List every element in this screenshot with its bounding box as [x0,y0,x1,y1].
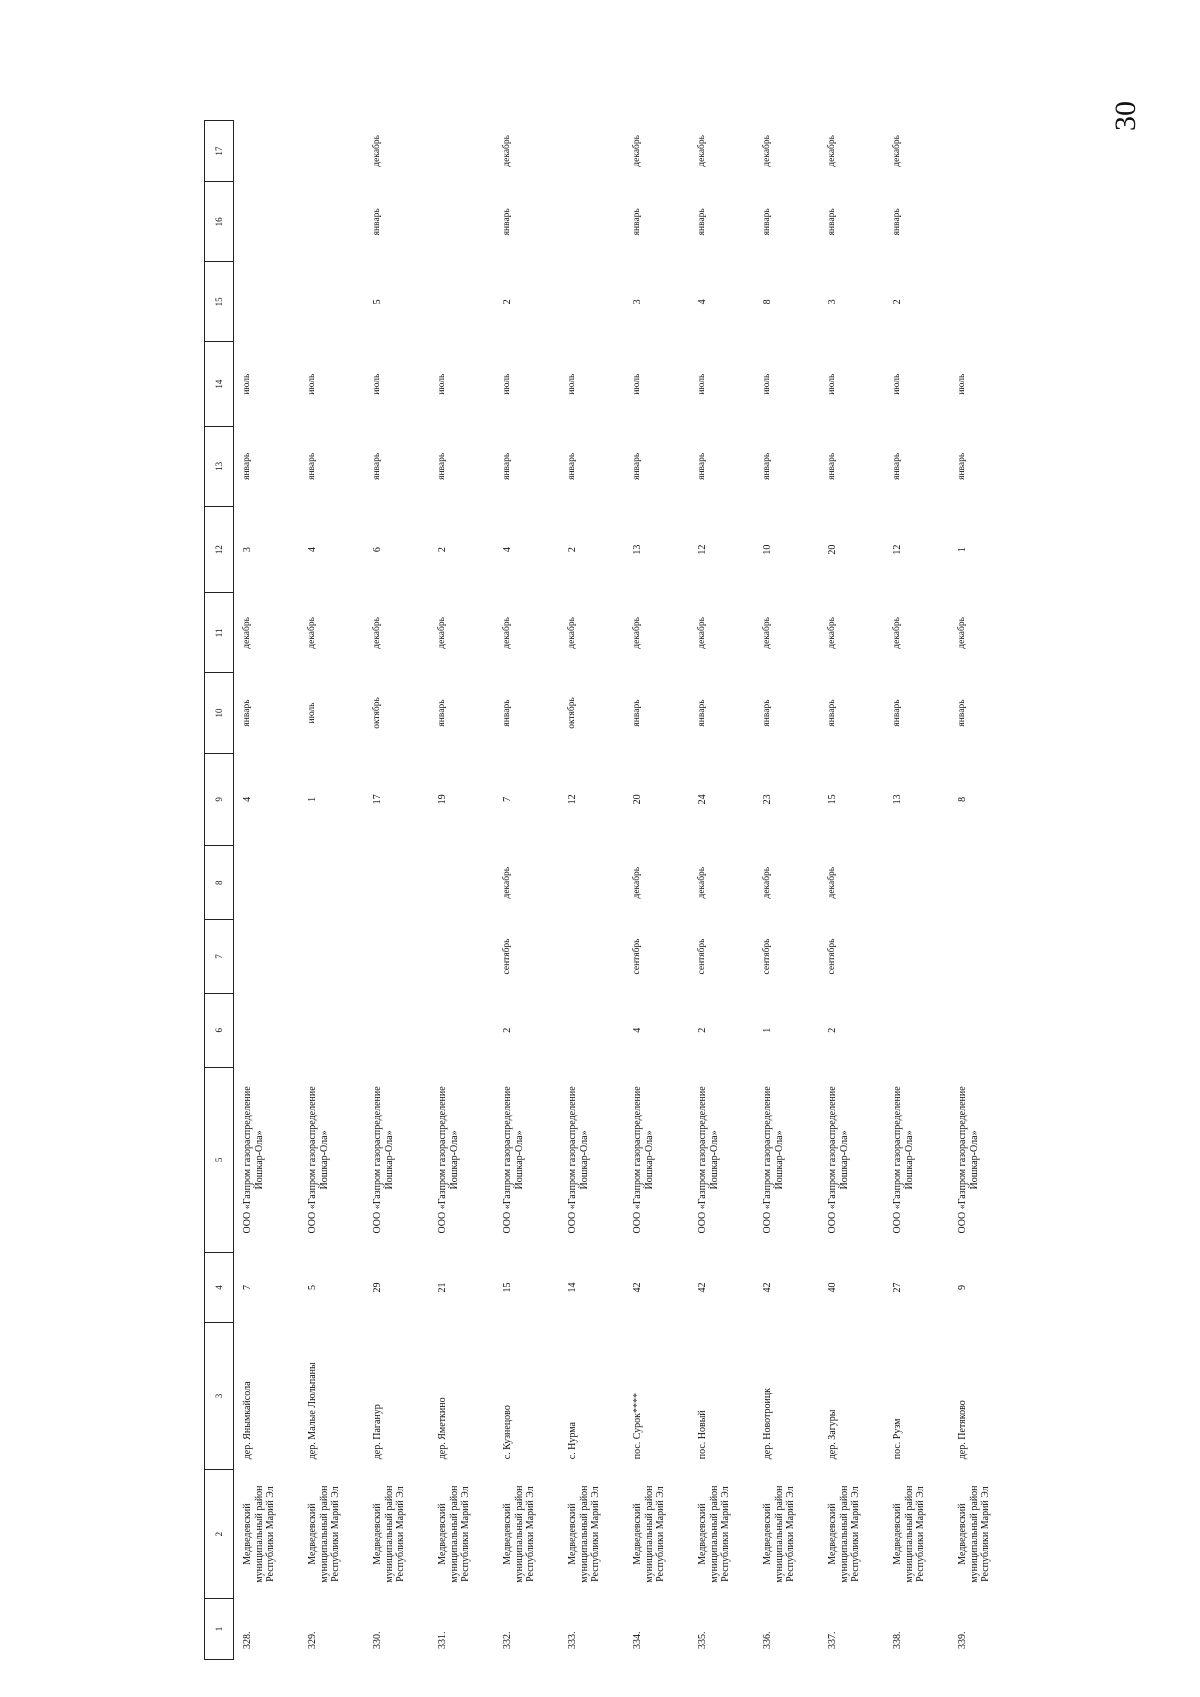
table-cell-col-5: ООО «Газпром газораспределение Йошкар-Ола» [632,1086,655,1234]
table-cell-col-2: Медведевский муниципальный район Республики Марий Эл [632,1485,666,1583]
table-cell-col-13: январь [307,452,317,480]
table-cell-col-1: 333. [567,1631,578,1649]
table-cell-col-4: 15 [502,1282,513,1293]
table-cell-col-6 [429,993,494,1067]
table-cell-col-17 [234,121,300,182]
table-cell-col-12: 1 [957,547,968,553]
table-cell-col-9: 17 [372,794,383,805]
table-cell-col-14: июль [632,373,642,395]
table-body [234,121,1015,1660]
table-cell-col-11: декабрь [242,617,252,649]
table-row [234,121,300,1660]
table-cell-col-2: Медведевский муниципальный район Республики Марий Эл [567,1485,601,1583]
table-cell-col-11: декабрь [697,617,707,649]
table-cell-col-11: декабрь [372,617,382,649]
table-cell-col-6 [299,993,364,1067]
table-cell-col-5: ООО «Газпром газораспределение Йошкар-Ола» [957,1086,980,1234]
header-row [205,121,234,1660]
table-cell-col-4: 29 [372,1282,383,1293]
table-cell-col-17: декабрь [827,135,837,167]
table-cell-col-6: 2 [697,1027,708,1033]
table-cell-col-3: с. Нурма [567,1422,578,1460]
table-cell-col-1: 335. [697,1631,708,1649]
table-cell-col-6 [234,993,300,1067]
table-cell-col-2: Медведевский муниципальный район Республики Марий Эл [697,1485,731,1583]
table-cell-col-17 [299,121,364,182]
table-cell-col-3: с. Кузнецово [502,1405,513,1460]
table-cell-col-3: дер. Пагануp [372,1404,383,1460]
table-cell-col-1: 330. [372,1631,383,1649]
column-header-5: 5 [205,1067,234,1253]
table-cell-col-2: Медведевский муниципальный район Республики Марий Эл [827,1485,861,1583]
table-cell-col-7 [949,920,1014,994]
table-cell-col-10: октябрь [567,697,577,729]
table-cell-col-17: декабрь [892,135,902,167]
table-cell-col-10: январь [437,699,447,727]
table-cell-col-7 [299,920,364,994]
table-cell-col-9: 24 [697,794,708,805]
table-cell-col-2: Медведевский муниципальный район Республики Марий Эл [957,1485,991,1583]
table-cell-col-2: Медведевский муниципальный район Республики Марий Эл [892,1485,926,1583]
table-cell-col-4: 5 [307,1284,318,1290]
table-cell-col-3: пос. Сурок**** [632,1392,643,1460]
column-header-17: 17 [205,121,234,182]
table-cell-col-11: декабрь [437,617,447,649]
table-cell-col-15 [234,262,300,342]
table-row [754,121,819,1660]
table-cell-col-15: 3 [632,299,643,305]
table-cell-col-13: январь [502,452,512,480]
table-cell-col-5: ООО «Газпром газораспределение Йошкар-Ола» [892,1086,915,1234]
table-cell-col-9: 20 [632,794,643,805]
table-cell-col-13: январь [437,452,447,480]
table-cell-col-13: январь [892,452,902,480]
table-cell-col-15 [299,262,364,342]
table-cell-col-15 [949,262,1014,342]
table-cell-col-1: 339. [957,1631,968,1649]
table-cell-col-14: июль [762,373,772,395]
table-row [949,121,1014,1660]
table-cell-col-6: 1 [762,1027,773,1033]
table-cell-col-15: 3 [827,299,838,305]
column-header-12: 12 [205,506,234,592]
table-cell-col-9: 15 [827,794,838,805]
column-header-16: 16 [205,182,234,262]
column-header-10: 10 [205,673,234,753]
table-cell-col-1: 334. [632,1631,643,1649]
table-cell-col-8 [299,846,364,920]
table-cell-col-1: 331. [437,1631,448,1649]
table-cell-col-3: пос. Новый [697,1410,708,1460]
table-row [494,121,559,1660]
table-cell-col-13: январь [567,452,577,480]
table-cell-col-2: Медведевский муниципальный район Республики Марий Эл [437,1485,471,1583]
table-cell-col-3: дер. Загуры [827,1409,838,1460]
table-cell-col-14: июль [372,373,382,395]
table-cell-col-16 [429,182,494,262]
table-cell-col-12: 20 [827,544,838,555]
table-cell-col-12: 12 [892,544,903,555]
table-cell-col-3: дер. Янымкайсола [242,1381,253,1460]
column-header-7: 7 [205,920,234,994]
table-cell-col-9: 7 [502,796,513,802]
table-cell-col-17 [559,121,624,182]
table-cell-col-16 [234,182,300,262]
table-cell-col-14: июль [567,373,577,395]
table-cell-col-7 [364,920,429,994]
table-cell-col-3: дер. Новотроицк [762,1387,773,1460]
table-cell-col-2: Медведевский муниципальный район Республики Марий Эл [242,1485,276,1583]
table-cell-col-16 [949,182,1014,262]
table-cell-col-15: 5 [372,299,383,305]
table-cell-col-2: Медведевский муниципальный район Республики Марий Эл [502,1485,536,1583]
table-cell-col-4: 7 [242,1284,253,1290]
table-cell-col-12: 13 [632,544,643,555]
table-cell-col-4: 42 [697,1282,708,1293]
column-header-6: 6 [205,993,234,1067]
table-cell-col-5: ООО «Газпром газораспределение Йошкар-Ола» [502,1086,525,1234]
table-cell-col-11: декабрь [892,617,902,649]
table-cell-col-1: 336. [762,1631,773,1649]
table-cell-col-2: Медведевский муниципальный район Республики Марий Эл [762,1485,796,1583]
table-cell-col-17 [949,121,1014,182]
table-cell-col-5: ООО «Газпром газораспределение Йошкар-Ола» [372,1086,395,1234]
table-row [299,121,364,1660]
table-cell-col-17: декабрь [762,135,772,167]
table-cell-col-15: 2 [892,299,903,305]
table-cell-col-11: декабрь [762,617,772,649]
table-cell-col-1: 329. [307,1631,318,1649]
table-cell-col-14: июль [502,373,512,395]
table-cell-col-3: дер. Яметкино [437,1397,448,1460]
table-cell-col-11: декабрь [827,617,837,649]
table-cell-col-14: июль [957,373,967,395]
table-cell-col-10: июль [307,702,317,724]
table-cell-col-15 [559,262,624,342]
table-cell-col-16: январь [372,208,382,236]
table-row [689,121,754,1660]
table-cell-col-12: 4 [502,547,513,553]
table-cell-col-6: 4 [632,1027,643,1033]
table-cell-col-9: 8 [957,796,968,802]
table-cell-col-15: 8 [762,299,773,305]
table-cell-col-2: Медведевский муниципальный район Республики Марий Эл [307,1485,341,1583]
table-row [819,121,884,1660]
table-cell-col-9: 19 [437,794,448,805]
page-number: 30 [1109,101,1142,131]
table-cell-col-10: январь [892,699,902,727]
table-cell-col-3: дер. Малые Люльпаны [307,1362,318,1460]
table-cell-col-5: ООО «Газпром газораспределение Йошкар-Ола» [827,1086,850,1234]
table-cell-col-13: январь [762,452,772,480]
table-cell-col-13: январь [242,452,252,480]
table-cell-col-8 [559,846,624,920]
table-cell-col-8: декабрь [697,866,707,899]
table-cell-col-14: июль [307,373,317,395]
table-cell-col-14: июль [827,373,837,395]
table-cell-col-10: январь [502,699,512,727]
table-cell-col-11: декабрь [502,617,512,649]
table-cell-col-7 [884,920,949,994]
table-cell-col-17: декабрь [372,135,382,167]
table-cell-col-15: 4 [697,299,708,305]
table-cell-col-14: июль [437,373,447,395]
table-row [559,121,624,1660]
table-cell-col-11: декабрь [957,617,967,649]
table-cell-col-17: декабрь [632,135,642,167]
table-cell-col-7 [429,920,494,994]
table-cell-col-12: 12 [697,544,708,555]
table-cell-col-3: пос. Рузм [892,1418,903,1460]
table-cell-col-13: январь [372,452,382,480]
column-header-4: 4 [205,1253,234,1323]
table-cell-col-7: сентябрь [827,938,837,975]
table-cell-col-1: 338. [892,1631,903,1649]
table-cell-col-13: январь [957,452,967,480]
table-cell-col-10: январь [762,699,772,727]
table-cell-col-1: 337. [827,1631,838,1649]
table-cell-col-7: сентябрь [697,938,707,975]
column-header-8: 8 [205,846,234,920]
table-row [364,121,429,1660]
table-row [429,121,494,1660]
table-cell-col-9: 4 [242,796,253,802]
table-cell-col-14: июль [697,373,707,395]
table-cell-col-6: 2 [827,1027,838,1033]
table-cell-col-12: 10 [762,544,773,555]
table-cell-col-17 [429,121,494,182]
table-cell-col-8: декабрь [632,866,642,899]
table-cell-col-7 [234,920,300,994]
column-header-9: 9 [205,753,234,846]
column-header-2: 2 [205,1470,234,1599]
table-cell-col-5: ООО «Газпром газораспределение Йошкар-Ола» [307,1086,330,1234]
table-cell-col-6 [364,993,429,1067]
column-header-3: 3 [205,1322,234,1470]
table-cell-col-16: январь [762,208,772,236]
table-cell-col-5: ООО «Газпром газораспределение Йошкар-Ола» [437,1086,460,1234]
table-cell-col-7 [559,920,624,994]
table-cell-col-11: декабрь [632,617,642,649]
table-cell-col-7: сентябрь [502,938,512,975]
table-cell-col-5: ООО «Газпром газораспределение Йошкар-Ола» [242,1086,265,1234]
table-cell-col-17: декабрь [697,135,707,167]
table-cell-col-15: 2 [502,299,513,305]
table-cell-col-9: 1 [307,796,318,802]
table-cell-col-8 [949,846,1014,920]
table-row [624,121,689,1660]
table-cell-col-6: 2 [502,1027,513,1033]
table-cell-col-2: Медведевский муниципальный район Республики Марий Эл [372,1485,406,1583]
table-cell-col-11: декабрь [307,617,317,649]
table-cell-col-16: январь [827,208,837,236]
table-cell-col-12: 6 [372,547,383,553]
table-cell-col-16: январь [632,208,642,236]
table-cell-col-5: ООО «Газпром газораспределение Йошкар-Ола» [762,1086,785,1234]
table-cell-col-9: 23 [762,794,773,805]
table-cell-col-1: 332. [502,1631,513,1649]
table-cell-col-4: 21 [437,1282,448,1293]
table-cell-col-4: 14 [567,1282,578,1293]
column-header-1: 1 [205,1598,234,1659]
table-cell-col-10: январь [242,699,252,727]
table-cell-col-8 [884,846,949,920]
table-cell-col-10: октябрь [372,697,382,729]
table-cell-col-16: январь [502,208,512,236]
table-cell-col-16: январь [892,208,902,236]
table-cell-col-16 [299,182,364,262]
table-cell-col-17: декабрь [502,135,512,167]
table-cell-col-10: январь [827,699,837,727]
table-cell-col-1: 328. [242,1631,253,1649]
column-header-15: 15 [205,262,234,342]
column-header-13: 13 [205,426,234,506]
table-cell-col-8 [364,846,429,920]
table-cell-col-9: 13 [892,794,903,805]
table-cell-col-12: 2 [437,547,448,553]
table-cell-col-11: декабрь [567,617,577,649]
table-cell-col-8: декабрь [827,866,837,899]
table-cell-col-10: январь [957,699,967,727]
table-cell-col-16: январь [697,208,707,236]
table-cell-col-4: 9 [957,1284,968,1290]
table-cell-col-10: январь [697,699,707,727]
table-cell-col-8 [234,846,300,920]
table-cell-col-7: сентябрь [762,938,772,975]
table-cell-col-15 [429,262,494,342]
table-row [884,121,949,1660]
table-cell-col-12: 2 [567,547,578,553]
table-cell-col-4: 42 [762,1282,773,1293]
table-cell-col-13: январь [632,452,642,480]
table-cell-col-13: январь [827,452,837,480]
data-table [204,120,1014,1660]
table-cell-col-5: ООО «Газпром газораспределение Йошкар-Ола» [697,1086,720,1234]
table-cell-col-4: 40 [827,1282,838,1293]
table-cell-col-14: июль [242,373,252,395]
table-cell-col-13: январь [697,452,707,480]
table-cell-col-4: 27 [892,1282,903,1293]
table-cell-col-8 [429,846,494,920]
table-cell-col-3: дер. Петяково [957,1400,968,1460]
table-cell-col-14: июль [892,373,902,395]
table-cell-col-12: 4 [307,547,318,553]
table-cell-col-6 [884,993,949,1067]
table-cell-col-7: сентябрь [632,938,642,975]
rotated-table-container [204,120,994,1660]
table-cell-col-16 [559,182,624,262]
column-header-11: 11 [205,593,234,673]
table-cell-col-8: декабрь [502,866,512,899]
table-cell-col-12: 3 [242,547,253,553]
column-header-14: 14 [205,342,234,426]
table-cell-col-10: январь [632,699,642,727]
table-cell-col-5: ООО «Газпром газораспределение Йошкар-Ола» [567,1086,590,1234]
table-cell-col-4: 42 [632,1282,643,1293]
table-cell-col-9: 12 [567,794,578,805]
table-cell-col-6 [559,993,624,1067]
table-cell-col-8: декабрь [762,866,772,899]
table-cell-col-6 [949,993,1014,1067]
